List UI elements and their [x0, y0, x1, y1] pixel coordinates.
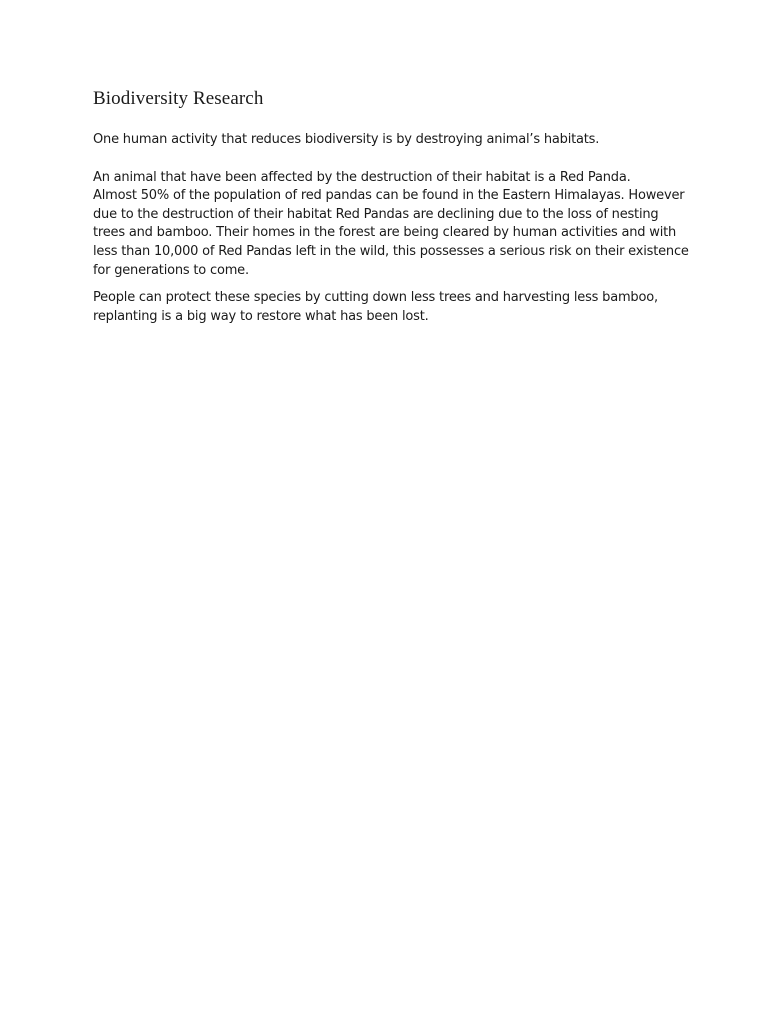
- paragraph-line: due to the destruction of their habitat Red Pandas are declining due to the loss of nesting: [93, 206, 659, 222]
- paragraph-line: One human activity that reduces biodiversity is by destroying animal’s habitats.: [93, 132, 600, 147]
- paragraph-red-panda: [93, 169, 689, 281]
- paragraph-protection: [93, 289, 683, 326]
- paragraph-intro: [93, 131, 683, 150]
- paragraph-line: Almost 50% of the population of red pandas can be found in the Eastern Himalayas. However: [93, 188, 685, 204]
- paragraph-line: trees and bamboo. Their homes in the forest are being cleared by human activities and with: [93, 225, 677, 241]
- paragraph-line: An animal that have been affected by the destruction of their habitat is a Red Panda.: [93, 169, 631, 185]
- paragraph-line: replanting is a big way to restore what has been lost.: [93, 308, 429, 324]
- paragraph-line: People can protect these species by cutting down less trees and harvesting less bamboo,: [93, 290, 658, 306]
- paragraph-line: for generations to come.: [93, 262, 249, 278]
- document-body: [93, 86, 689, 326]
- paragraph-line: less than 10,000 of Red Pandas left in the wild, this possesses a serious risk on their existence: [93, 243, 689, 259]
- document-title: Biodiversity Research: [93, 88, 264, 109]
